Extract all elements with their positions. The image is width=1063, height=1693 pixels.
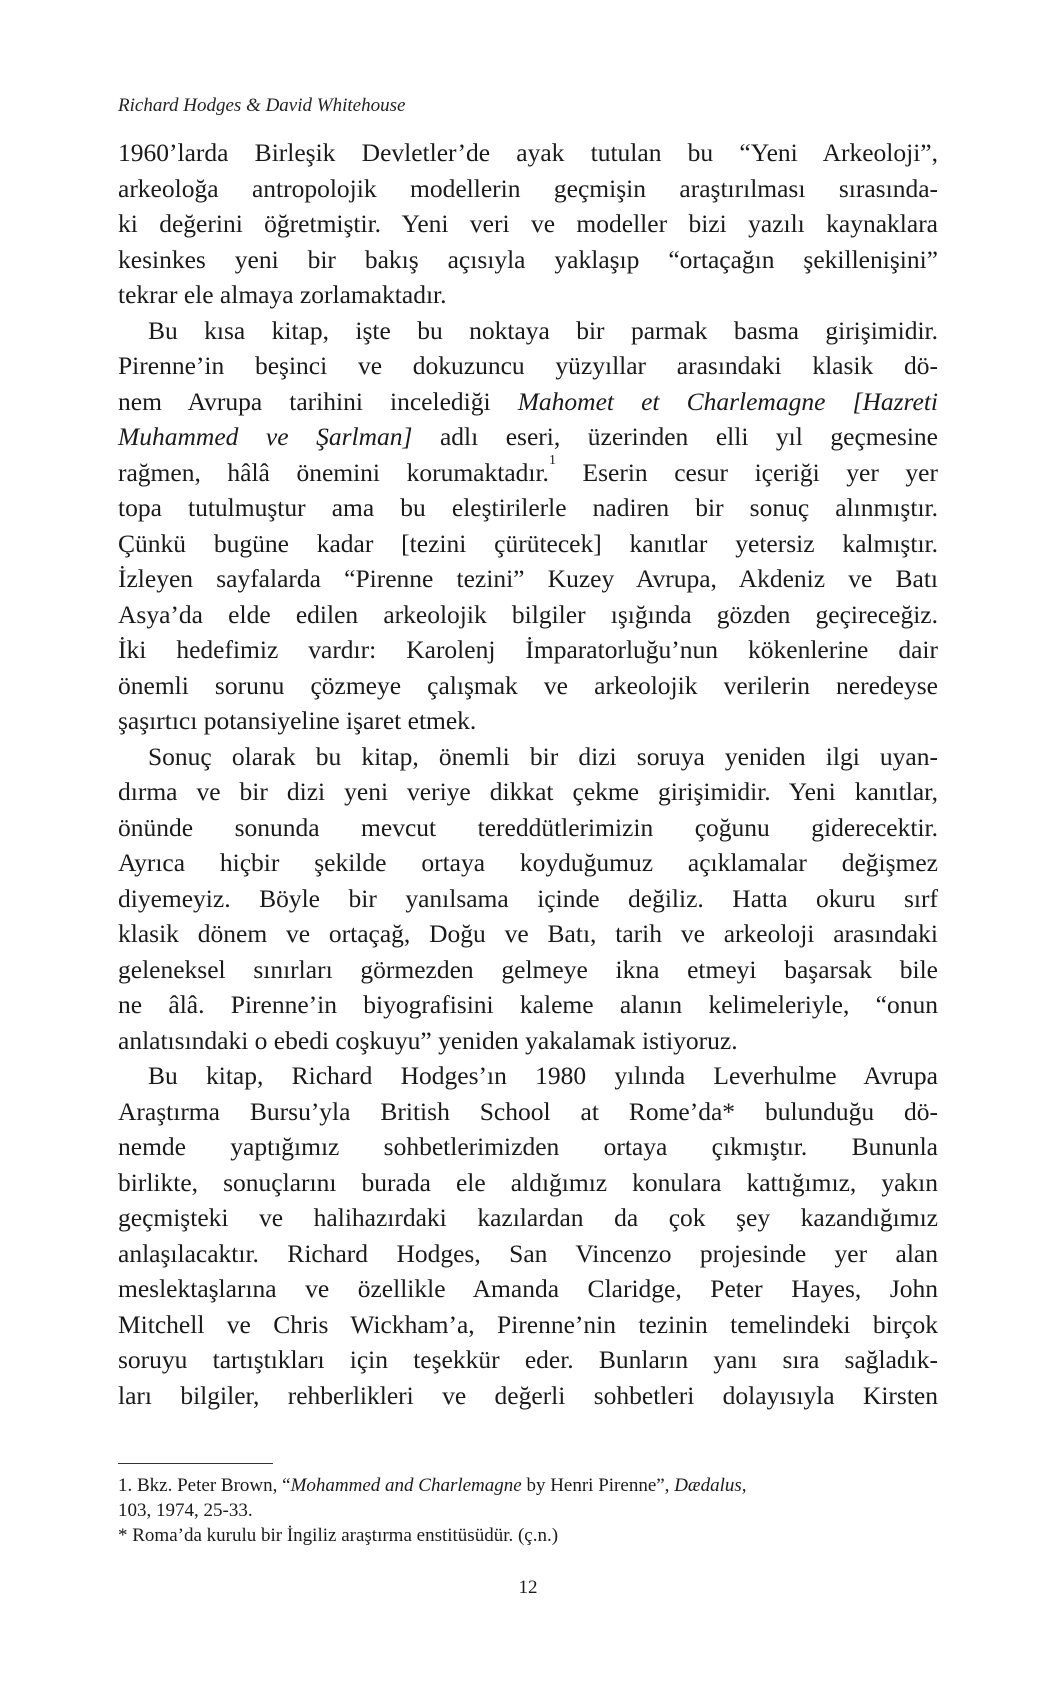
text-line: Bu kısa kitap, işte bu noktaya bir parmak basma girişimidir. bbox=[148, 315, 938, 345]
text-line: İki hedefimiz vardır: Karolenj İmparatorluğu’nun kökenlerine dair bbox=[118, 635, 938, 664]
journal-title-italic: Dædalus bbox=[674, 1475, 742, 1496]
text-line: topa tutulmuştur ama bu eleştirilerle nadiren bir sonuç alınmıştır. bbox=[118, 493, 938, 522]
footnotes bbox=[118, 1473, 938, 1548]
text-line: Asya’da elde edilen arkeolojik bilgiler ışığında gözden geçireceğiz. bbox=[118, 599, 938, 629]
text-line: diyemeyiz. Böyle bir yanılsama içinde değiliz. Hatta okuru sırf bbox=[118, 883, 938, 913]
text-line: arkeoloğa antropolojik modellerin geçmişin araştırılması sırasında- bbox=[118, 173, 938, 203]
text-span: Eserin cesur içeriği yer yer bbox=[555, 457, 938, 487]
text-line: önemli sorunu çözmeye çalışmak ve arkeolojik verilerin neredeyse bbox=[118, 670, 938, 700]
text-line: anlatısındaki o ebedi coşkuyu” yeniden yakalamak istiyoruz. bbox=[118, 1025, 738, 1055]
book-title-italic: Muhammed ve Şarlman] bbox=[118, 422, 413, 451]
text-line: Sonuç olarak bu kitap, önemli bir dizi soruya yeniden ilgi uyan- bbox=[148, 741, 938, 771]
text-line: 1960’larda Birleşik Devletler’de ayak tutulan bu “Yeni Arkeoloji”, bbox=[118, 138, 938, 167]
text-line: Çünkü bugüne kadar [tezini çürütecek] kanıtlar yetersiz kalmıştır. bbox=[118, 528, 938, 558]
text-span: adlı eseri, üzerinden elli yıl geçmesine bbox=[412, 422, 938, 451]
text-line: klasik dönem ve ortaçağ, Doğu ve Batı, tarih ve arkeoloji arasındaki bbox=[118, 919, 938, 948]
running-head: Richard Hodges & David Whitehouse bbox=[118, 95, 406, 116]
text-line: meslektaşlarına ve özellikle Amanda Claridge, Peter Hayes, John bbox=[118, 1274, 938, 1303]
text-line: Ayrıca hiçbir şekilde ortaya koyduğumuz açıklamalar değişmez bbox=[118, 848, 938, 877]
text-line bbox=[118, 452, 938, 491]
text-line: Mitchell ve Chris Wickham’a, Pirenne’nin tezinin temelindeki birçok bbox=[118, 1309, 938, 1339]
text-line: kesinkes yeni bir bakış açısıyla yaklaşıp “ortaçağın şekillenişini” bbox=[118, 244, 938, 274]
book-title-italic: Mahomet et Charlemagne [Hazreti bbox=[517, 386, 938, 416]
text-line: Pirenne’in beşinci ve dokuzuncu yüzyıllar arasındaki klasik dö- bbox=[118, 351, 938, 380]
text-line: şaşırtıcı potansiyeline işaret etmek. bbox=[118, 706, 477, 735]
text-line: nemde yaptığımız sohbetlerimizden ortaya çıkmıştır. Bununla bbox=[118, 1132, 938, 1161]
text-line: önünde sonunda mevcut tereddütlerimizin çoğunu giderecektir. bbox=[118, 812, 938, 842]
text-line bbox=[118, 419, 938, 455]
page-number: 12 bbox=[518, 1577, 538, 1598]
text-line: geleneksel sınırları görmezden gelmeye ikna etmeyi başarsak bile bbox=[118, 954, 938, 984]
text-line: ki değerini öğretmiştir. Yeni veri ve modeller bizi yazılı kaynaklara bbox=[118, 209, 938, 238]
text-span: by Henri Pirenne”, bbox=[521, 1475, 675, 1496]
paragraph-3 bbox=[118, 739, 938, 1059]
text-line: Araştırma Bursu’yla British School at Rome’da* bulunduğu dö- bbox=[118, 1096, 938, 1126]
text-line: ne âlâ. Pirenne’in biyografisini kaleme alanın kelimeleriyle, “onun bbox=[118, 990, 938, 1019]
text-line: ları bilgiler, rehberlikleri ve değerli sohbetleri dolayısıyla Kirsten bbox=[118, 1380, 938, 1410]
text-line bbox=[118, 384, 938, 420]
text-line: anlaşılacaktır. Richard Hodges, San Vincenzo projesinde yer alan bbox=[118, 1238, 938, 1268]
text-line: Bu kitap, Richard Hodges’ın 1980 yılında Leverhulme Avrupa bbox=[148, 1061, 938, 1090]
footnote-1 bbox=[118, 1473, 938, 1498]
footnote-1-continuation: 103, 1974, 25-33. bbox=[118, 1500, 253, 1521]
text-span: , bbox=[741, 1475, 747, 1496]
paragraph-1 bbox=[118, 135, 938, 313]
text-line: soruyu tartıştıkları için teşekkür eder. Bunların yanı sıra sağladık- bbox=[118, 1345, 938, 1374]
body-text bbox=[118, 135, 938, 1413]
text-line: tekrar ele almaya zorlamaktadır. bbox=[118, 280, 447, 309]
footnote-ref-1[interactable]: 1 bbox=[548, 452, 556, 468]
footnote-divider bbox=[118, 1463, 273, 1464]
paragraph-2 bbox=[118, 313, 938, 739]
text-line: geçmişteki ve halihazırdaki kazılardan da çok şey kazandığımız bbox=[118, 1203, 938, 1232]
text-span: rağmen, hâlâ önemini korumaktadır. bbox=[118, 457, 549, 487]
paragraph-4 bbox=[118, 1058, 938, 1413]
text-line: İzleyen sayfalarda “Pirenne tezini” Kuzey Avrupa, Akdeniz ve Batı bbox=[118, 564, 938, 593]
text-line: birlikte, sonuçlarını burada ele aldığımız konulara kattığımız, yakın bbox=[118, 1167, 938, 1197]
text-span: 1. Bkz. Peter Brown, “ bbox=[118, 1475, 291, 1496]
text-span: nem Avrupa tarihini incelediği bbox=[118, 386, 518, 416]
footnote-star: * Roma’da kurulu bir İngiliz araştırma enstitüsüdür. (ç.n.) bbox=[118, 1525, 559, 1546]
cited-title-italic: Mohammed and Charlemagne bbox=[290, 1475, 522, 1496]
text-line: dırma ve bir dizi yeni veriye dikkat çekme girişimidir. Yeni kanıtlar, bbox=[118, 777, 938, 806]
